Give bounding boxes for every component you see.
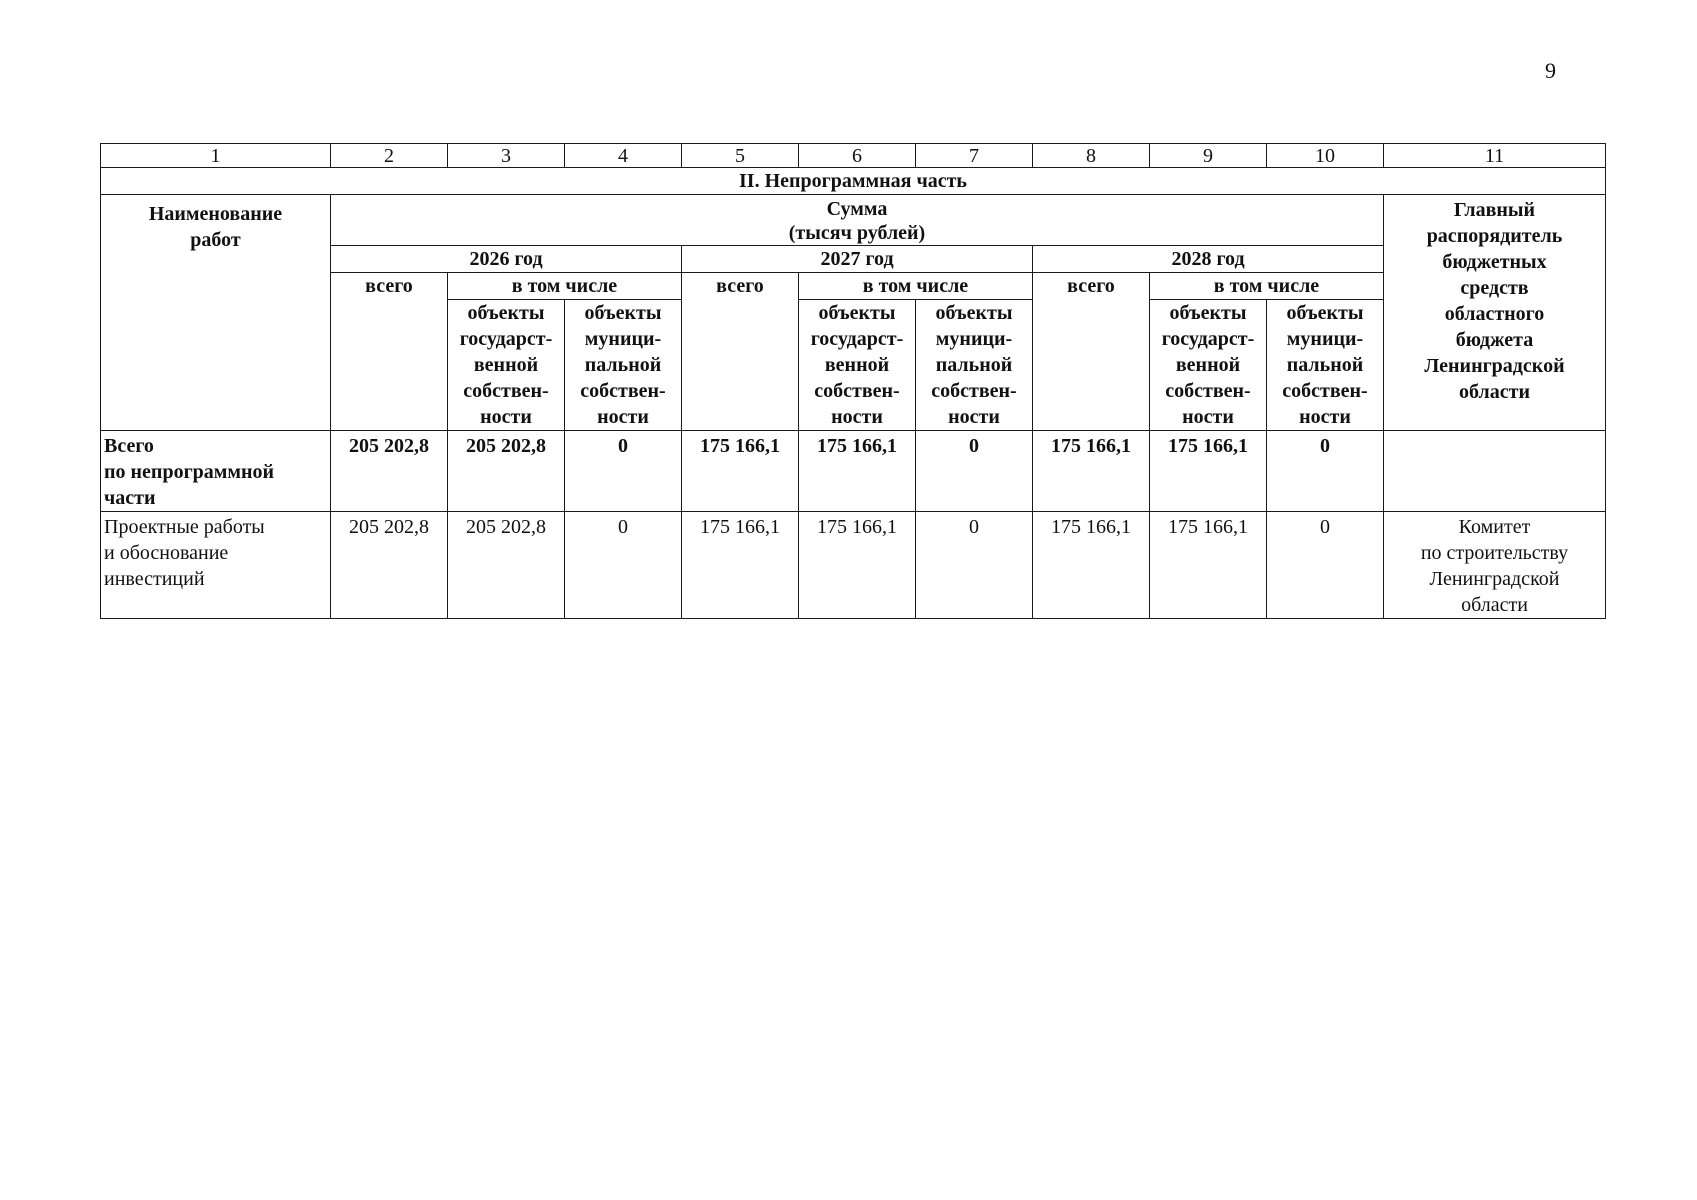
manager-line: Комитет: [1458, 516, 1531, 538]
header-line: собствен-: [1165, 380, 1251, 402]
header-line: ности: [831, 406, 883, 428]
header-line: муници-: [1286, 328, 1364, 350]
manager-cell: [1384, 431, 1606, 512]
header-line: собствен-: [463, 380, 549, 402]
table-cell: 175 166,1: [799, 431, 916, 512]
table-cell: 175 166,1: [799, 512, 916, 619]
header-line: объекты: [1169, 302, 1247, 324]
column-number: 1: [101, 144, 331, 168]
column-number: 6: [799, 144, 916, 168]
row-name-line: Проектные работы: [104, 516, 265, 538]
row-name-line: и обоснование: [104, 542, 229, 564]
header-line: собствен-: [814, 380, 900, 402]
name-header-line: Наименование: [148, 203, 283, 225]
municipal-objects-header: [916, 300, 1033, 431]
header-row: [101, 195, 1606, 246]
sum-header-line: (тысяч рублей): [788, 222, 926, 244]
column-number: 10: [1267, 144, 1384, 168]
header-line: ности: [480, 406, 532, 428]
sum-header-line: Сумма: [826, 198, 888, 220]
header-line: муници-: [935, 328, 1013, 350]
manager-line: Ленинградской: [1429, 568, 1560, 590]
table-cell: 205 202,8: [448, 431, 565, 512]
manager-header-line: Главный: [1453, 199, 1536, 221]
manager-line: по строительству: [1420, 542, 1569, 564]
page-number: 9: [1545, 58, 1556, 83]
header-line: объекты: [584, 302, 662, 324]
total-header: всего: [1033, 273, 1150, 431]
manager-header-line: областного: [1444, 303, 1545, 325]
column-number: 7: [916, 144, 1033, 168]
header-line: ности: [597, 406, 649, 428]
row-name: [101, 512, 331, 619]
header-line: собствен-: [931, 380, 1017, 402]
including-header: в том числе: [1150, 273, 1384, 300]
row-name-line: Всего: [104, 435, 154, 457]
budget-table: [100, 143, 1606, 619]
manager-header-line: бюджета: [1455, 329, 1534, 351]
table-cell: 175 166,1: [1150, 431, 1267, 512]
state-objects-header: [448, 300, 565, 431]
header-line: собствен-: [580, 380, 666, 402]
table-cell: 175 166,1: [1150, 512, 1267, 619]
year-2027-header: 2027 год: [682, 246, 1033, 273]
section-row: [101, 168, 1606, 195]
section-title: II. Непрограммная часть: [101, 168, 1606, 195]
header-line: пальной: [584, 354, 662, 376]
column-number: 3: [448, 144, 565, 168]
table-cell: 175 166,1: [1033, 512, 1150, 619]
header-line: ности: [948, 406, 1000, 428]
table-cell: 0: [1267, 431, 1384, 512]
table-cell: 0: [565, 512, 682, 619]
column-number: 11: [1384, 144, 1606, 168]
sum-header: [331, 195, 1384, 246]
header-line: государст-: [810, 328, 904, 350]
row-name-line: инвестиций: [104, 568, 205, 590]
header-line: объекты: [467, 302, 545, 324]
table-cell: 0: [1267, 512, 1384, 619]
name-column-header: [101, 195, 331, 431]
table-cell: 175 166,1: [682, 431, 799, 512]
total-header: всего: [682, 273, 799, 431]
table-cell: 205 202,8: [448, 512, 565, 619]
table-cell: 205 202,8: [331, 431, 448, 512]
manager-header-line: Ленинградской: [1424, 355, 1565, 377]
header-line: венной: [824, 354, 890, 376]
column-number: 4: [565, 144, 682, 168]
table-row: [101, 512, 1606, 619]
total-header: всего: [331, 273, 448, 431]
year-2028-header: 2028 год: [1033, 246, 1384, 273]
column-number-row: [101, 144, 1606, 168]
header-line: венной: [473, 354, 539, 376]
manager-header-line: области: [1459, 381, 1530, 403]
state-objects-header: [799, 300, 916, 431]
header-line: пальной: [935, 354, 1013, 376]
name-header-line: работ: [190, 229, 241, 251]
municipal-objects-header: [565, 300, 682, 431]
table-cell: 205 202,8: [331, 512, 448, 619]
header-line: объекты: [935, 302, 1013, 324]
manager-header-line: бюджетных: [1442, 251, 1547, 273]
including-header: в том числе: [448, 273, 682, 300]
column-number: 8: [1033, 144, 1150, 168]
header-line: собствен-: [1282, 380, 1368, 402]
state-objects-header: [1150, 300, 1267, 431]
manager-header-line: средств: [1460, 277, 1529, 299]
header-line: муници-: [584, 328, 662, 350]
table-cell: 175 166,1: [1033, 431, 1150, 512]
table-cell: 0: [565, 431, 682, 512]
manager-column-header: [1384, 195, 1606, 431]
row-name: [101, 431, 331, 512]
row-name-line: части: [104, 487, 156, 509]
header-line: объекты: [818, 302, 896, 324]
header-line: государст-: [1161, 328, 1255, 350]
table-row: [101, 431, 1606, 512]
header-line: объекты: [1286, 302, 1364, 324]
column-number: 9: [1150, 144, 1267, 168]
row-name-line: по непрограммной: [104, 461, 275, 483]
municipal-objects-header: [1267, 300, 1384, 431]
including-header: в том числе: [799, 273, 1033, 300]
header-line: ности: [1182, 406, 1234, 428]
column-number: 2: [331, 144, 448, 168]
column-number: 5: [682, 144, 799, 168]
header-line: государст-: [459, 328, 553, 350]
header-line: ности: [1299, 406, 1351, 428]
header-line: пальной: [1286, 354, 1364, 376]
table-cell: 175 166,1: [682, 512, 799, 619]
table-cell: 0: [916, 431, 1033, 512]
year-2026-header: 2026 год: [331, 246, 682, 273]
manager-cell: [1384, 512, 1606, 619]
manager-header-line: распорядитель: [1426, 225, 1563, 247]
header-line: венной: [1175, 354, 1241, 376]
manager-line: области: [1461, 594, 1528, 616]
table-cell: 0: [916, 512, 1033, 619]
